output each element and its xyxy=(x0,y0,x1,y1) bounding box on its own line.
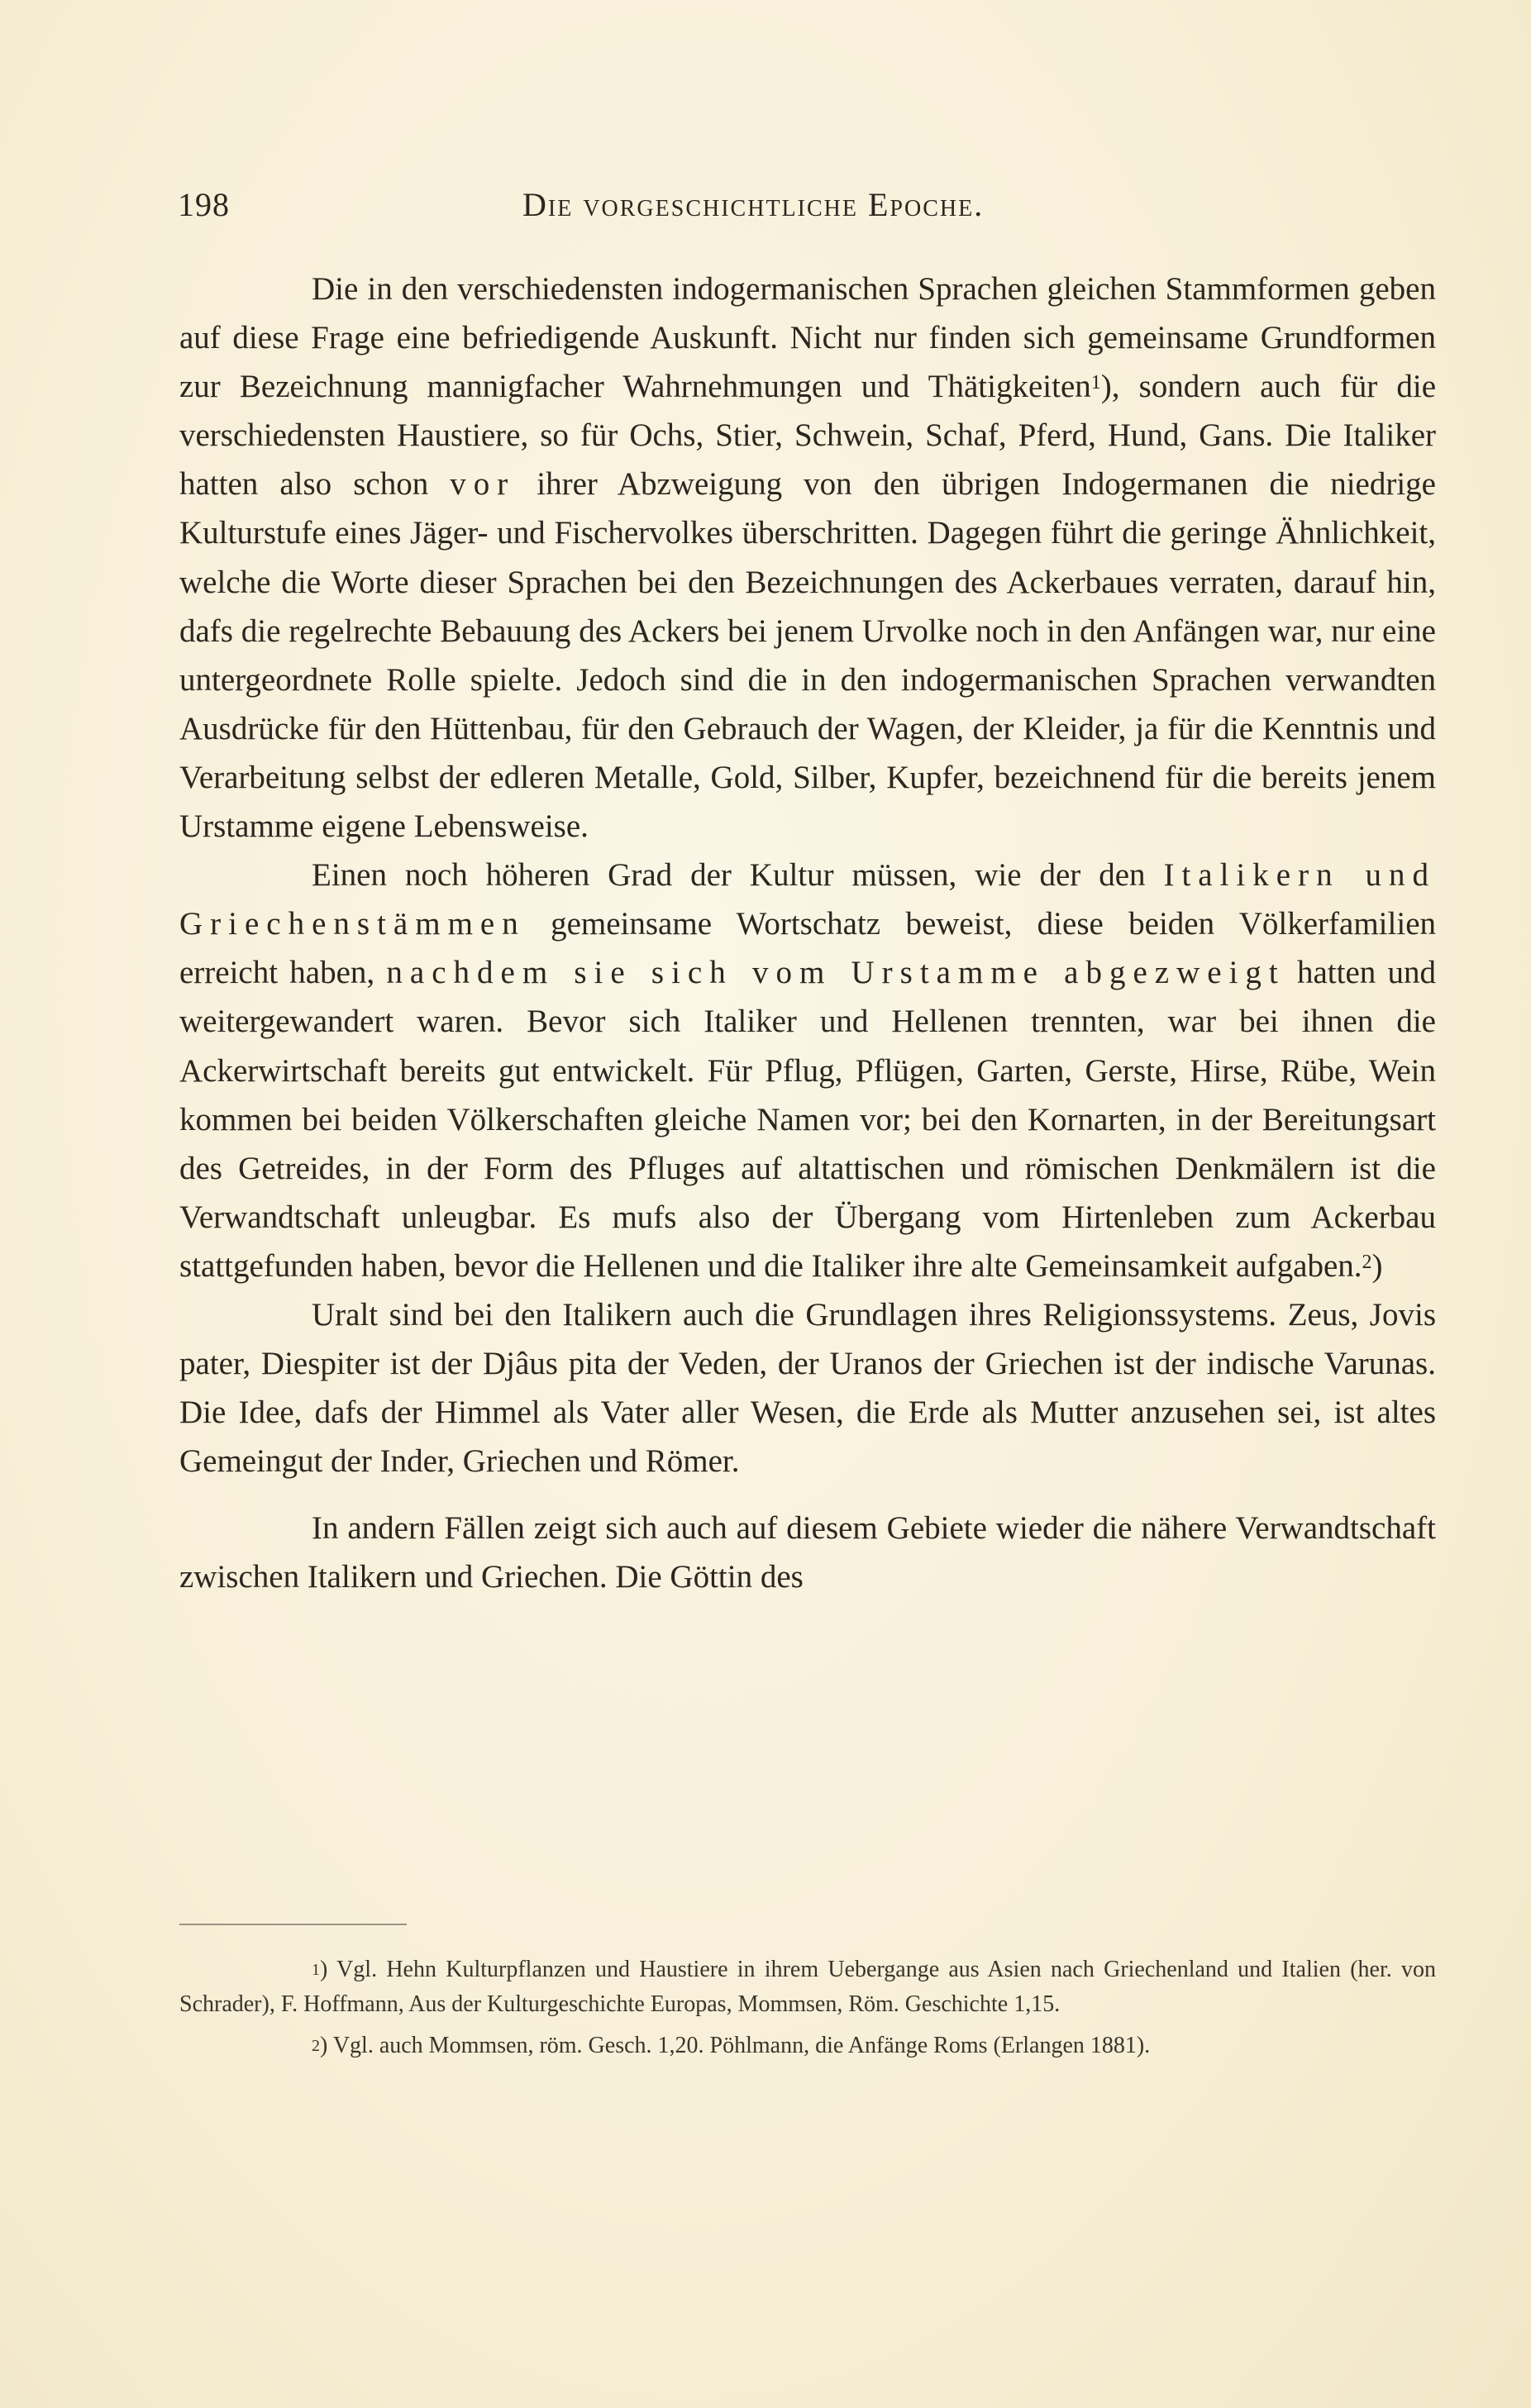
footnote-mark: 1 xyxy=(312,1961,320,1979)
emphasis-spaced: nachdem sie sich vom Urstamme abgezweigt xyxy=(386,955,1285,991)
footnote: $^1$) Vgl. Hehn Kulturpflanzen und Haustiere in ihrem Uebergange aus Asien nach Griechenland und Italien (her. von Schrader), F. Hoffmann, Aus der Kulturgeschichte Europas, Mommsen, Röm. Geschichte 1,15. xyxy=(179,1957,1436,2017)
paragraph: In andern Fällen zeigt sich auch auf diesem Gebiete wieder die nähere Verwandtschaft zwischen Italikern und Griechen. Die Göttin des xyxy=(179,1510,1436,1595)
footnote-mark: 2 xyxy=(312,2037,320,2055)
page-header xyxy=(178,185,1434,235)
emphasis-spaced: vor xyxy=(450,466,516,503)
paragraph: Die in den verschiedensten indogermanischen Sprachen gleichen Stammformen geben auf diese Frage eine befriedigende Auskunft. Nicht nur finden sich gemeinsame Grundformen zur Bezeichnung mannigfacher Wahrnehmungen und Thätigkeiten$^1$), sondern auch für die verschiedensten Haustiere, so für Ochs, Stier, Schwein, Schaf, Pferd, Hund, Gans. Die Italiker hatten also schon vor ihrer Abzweigung von den übrigen Indogermanen die niedrige Kulturstufe eines Jäger- und Fischervolkes überschritten. Dagegen führt die geringe Ähnlichkeit, welche die Worte dieser Sprachen bei den Bezeichnungen des Ackerbaues verraten, darauf hin, dafs die regelrechte Bebauung des Ackers bei jenem Urvolke noch in den Anfängen war, nur eine untergeordnete Rolle spielte. Jedoch sind die in den indogermanischen Sprachen verwandten Ausdrücke für den Hüttenbau, für den Gebrauch der Wagen, der Kleider, ja für die Kenntnis und Verarbeitung selbst der edleren Metalle, Gold, Silber, Kupfer, bezeichnend für die bereits jenem Urstamme eigene Lebensweise. xyxy=(179,271,1437,845)
body-text xyxy=(179,265,1436,1602)
footnote-reference[interactable]: 1 xyxy=(1090,372,1101,394)
paragraph: Einen noch höheren Grad der Kultur müssen, wie der den Italikern und Griechenstämmen gemeinsame Wortschatz beweist, diese beiden Völkerfamilien erreicht haben, nachdem sie sich vom Urstamme abgezweigt hatten und weitergewandert waren. Bevor sich Italiker und Hellenen trennten, war bei ihnen die Ackerwirtschaft bereits gut entwickelt. Für Pflug, Pflügen, Garten, Gerste, Hirse, Rübe, Wein kommen bei beiden Völkerschaften gleiche Namen vor; bei den Kornarten, in der Bereitungsart des Getreides, in der Form des Pfluges auf altattischen und römischen Denkmälern ist die Verwandtschaft unleugbar. Es mufs also der Übergang vom Hirtenleben zum Ackerbau stattgefunden haben, bevor die Hellenen und die Italiker ihre alte Gemeinsamkeit aufgaben.$^2$) xyxy=(179,857,1437,1284)
paragraph: Uralt sind bei den Italikern auch die Grundlagen ihres Religionssystems. Zeus, Jovis pater, Diespiter ist der Djâus pita der Veden, der Uranos der Griechen ist der indische Varunas. Die Idee, dafs der Himmel als Vater aller Wesen, die Erde als Mutter anzusehen sei, ist altes Gemeingut der Inder, Griechen und Römer. xyxy=(179,1296,1436,1480)
footnote-divider xyxy=(179,1924,407,1925)
footnote: $^2$) Vgl. auch Mommsen, röm. Gesch. 1,20. Pöhlmann, die Anfänge Roms (Erlangen 1881). xyxy=(312,2033,1151,2058)
emphasis-spaced: Italikern und Griechenstämmen xyxy=(179,857,1437,942)
running-title: Die vorgeschichtliche Epoche. xyxy=(522,186,985,223)
footnotes xyxy=(179,1953,1436,2063)
page-number: 198 xyxy=(178,186,230,223)
footnote-reference[interactable]: 2 xyxy=(1362,1251,1372,1273)
